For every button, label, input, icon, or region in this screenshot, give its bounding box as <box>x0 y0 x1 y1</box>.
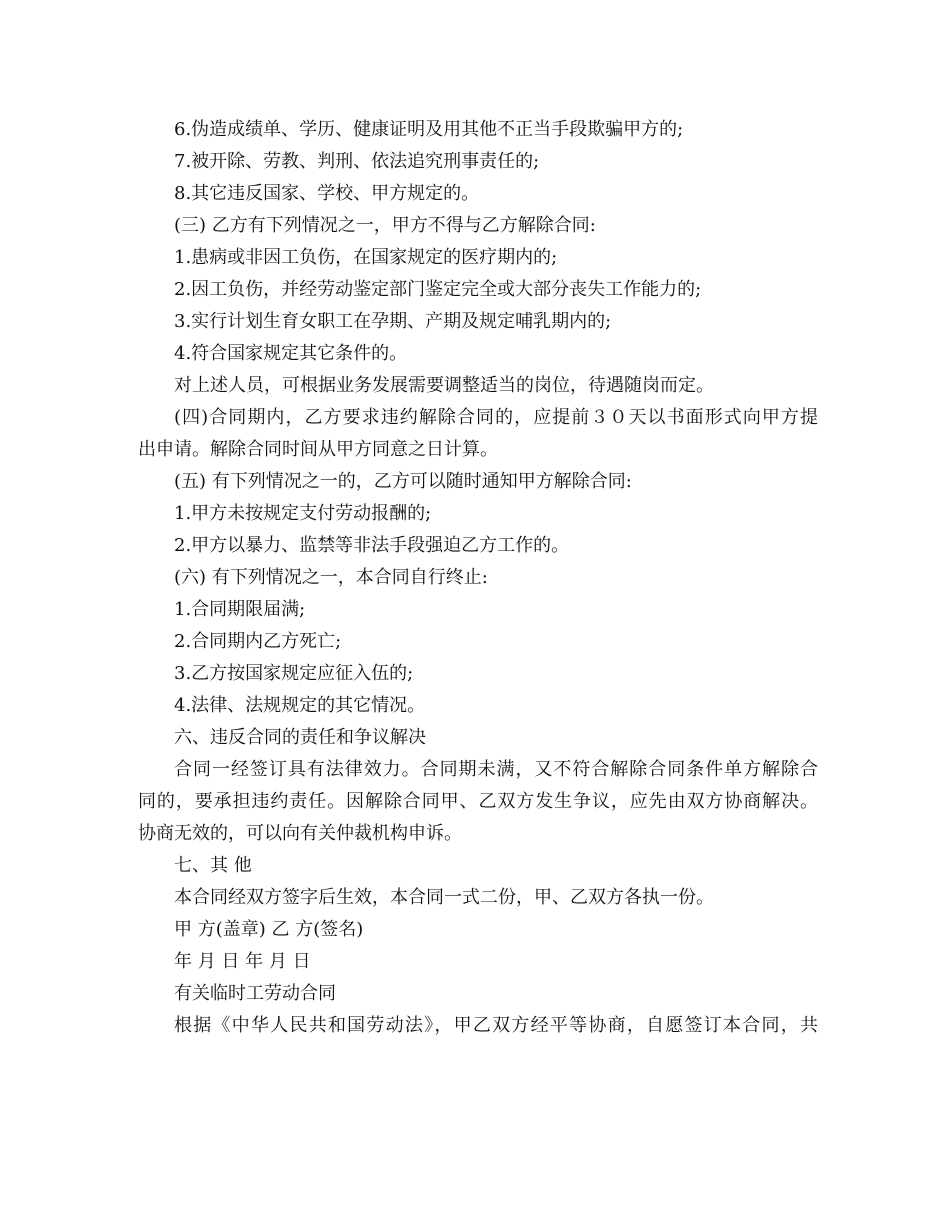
text-line-5: 1.患病或非因工负伤，在国家规定的医疗期内的; <box>174 247 558 268</box>
text-line-15: (六) 有下列情况之一，本合同自行终止: <box>174 567 488 588</box>
text-line-20: 六、违反合同的责任和争议解决 <box>174 727 426 748</box>
text-line-29: 根据《中华人民共和国劳动法》，甲乙双方经平等协商，自愿签订本合同，共 <box>174 1015 818 1036</box>
text-line-25: 本合同经双方签字后生效，本合同一式二份，甲、乙双方各执一份。 <box>174 887 714 908</box>
text-line-13: 1.甲方未按规定支付劳动报酬的; <box>174 503 432 524</box>
text-line-11: 出申请。解除合同时间从甲方同意之日计算。 <box>138 439 498 460</box>
text-line-6: 2.因工负伤，并经劳动鉴定部门鉴定完全或大部分丧失工作能力的; <box>174 279 702 300</box>
text-line-16: 1.合同期限届满; <box>174 599 306 620</box>
text-line-22: 同的，要承担违约责任。因解除合同甲、乙双方发生争议，应先由双方协商解决。 <box>138 791 818 812</box>
text-line-26: 甲 方(盖章) 乙 方(签名) <box>174 919 364 940</box>
text-line-9: 对上述人员，可根据业务发展需要调整适当的岗位，待遇随岗而定。 <box>174 375 714 396</box>
text-line-19: 4.法律、法规规定的其它情况。 <box>174 695 426 716</box>
text-line-14: 2.甲方以暴力、监禁等非法手段强迫乙方工作的。 <box>174 535 570 556</box>
text-line-12: (五) 有下列情况之一的，乙方可以随时通知甲方解除合同: <box>174 471 632 492</box>
text-line-2: 7.被开除、劳教、判刑、依法追究刑事责任的; <box>174 151 540 172</box>
text-line-27: 年 月 日 年 月 日 <box>174 951 311 972</box>
text-line-4: (三) 乙方有下列情况之一，甲方不得与乙方解除合同: <box>174 215 596 236</box>
text-line-28: 有关临时工劳动合同 <box>174 983 336 1004</box>
text-line-18: 3.乙方按国家规定应征入伍的; <box>174 663 414 684</box>
text-line-21: 合同一经签订具有法律效力。合同期未满，又不符合解除合同条件单方解除合 <box>174 759 818 780</box>
document-body <box>138 114 818 1042</box>
text-line-3: 8.其它违反国家、学校、甲方规定的。 <box>174 183 480 204</box>
text-line-8: 4.符合国家规定其它条件的。 <box>174 343 408 364</box>
text-line-10: (四)合同期内，乙方要求违约解除合同的，应提前３０天以书面形式向甲方提 <box>174 407 818 428</box>
text-line-24: 七、其 他 <box>174 855 252 876</box>
text-line-1: 6.伪造成绩单、学历、健康证明及用其他不正当手段欺骗甲方的; <box>174 119 684 140</box>
text-line-7: 3.实行计划生育女职工在孕期、产期及规定哺乳期内的; <box>174 311 612 332</box>
text-line-17: 2.合同期内乙方死亡; <box>174 631 342 652</box>
text-line-23: 协商无效的，可以向有关仲裁机构申诉。 <box>138 823 462 844</box>
